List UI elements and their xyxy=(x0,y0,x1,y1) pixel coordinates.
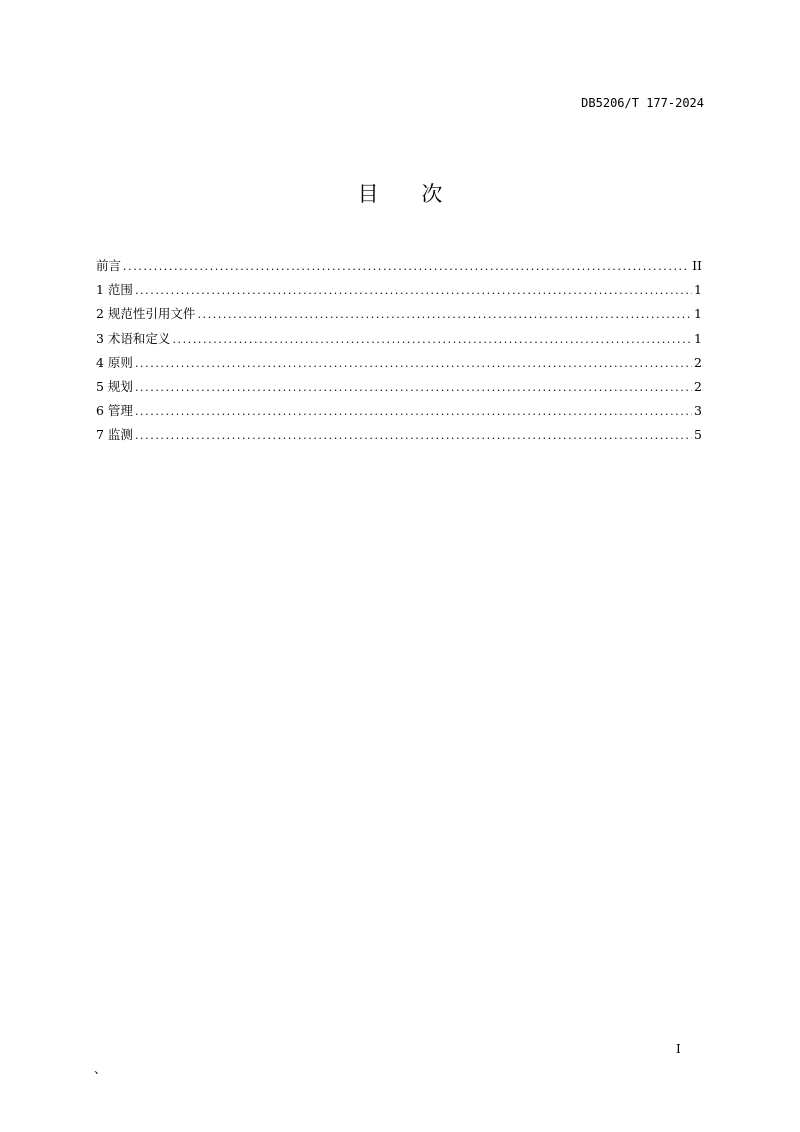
toc-dot-leader xyxy=(197,308,692,321)
toc-entry-page: II xyxy=(692,258,702,273)
toc-entry-label: 4 原则 xyxy=(96,354,133,370)
toc-entry-page: 1 xyxy=(694,330,702,346)
toc-dot-leader xyxy=(135,429,692,442)
toc-entry-management[interactable] xyxy=(96,401,702,425)
toc-entry-label: 1 范围 xyxy=(96,282,133,298)
toc-entry-page: 2 xyxy=(694,354,702,370)
toc-entry-label: 7 监测 xyxy=(96,427,133,443)
toc-entry-page: 1 xyxy=(694,306,702,322)
toc-entry-monitoring[interactable] xyxy=(96,425,702,449)
toc-entry-scope[interactable] xyxy=(96,280,702,304)
toc-entry-principles[interactable] xyxy=(96,353,702,377)
toc-entry-normative-references[interactable] xyxy=(96,304,702,328)
toc-entry-label: 5 规划 xyxy=(96,378,133,394)
document-code: DB5206/T 177-2024 xyxy=(581,96,704,110)
toc-dot-leader xyxy=(135,405,692,418)
toc-dot-leader xyxy=(135,357,692,370)
toc-entry-page: 5 xyxy=(694,427,702,443)
toc-dot-leader xyxy=(172,333,692,346)
toc-entry-terms-definitions[interactable] xyxy=(96,329,702,353)
table-of-contents xyxy=(96,256,702,450)
page-number: I xyxy=(676,1042,681,1056)
toc-entry-planning[interactable] xyxy=(96,377,702,401)
stray-punctuation-mark: 、 xyxy=(94,1062,107,1076)
toc-entry-page: 3 xyxy=(694,403,702,419)
toc-entry-foreword[interactable] xyxy=(96,256,702,280)
toc-entry-page: 2 xyxy=(694,378,702,394)
toc-entry-label: 3 术语和定义 xyxy=(96,330,171,346)
toc-dot-leader xyxy=(123,260,690,273)
toc-entry-label: 2 规范性引用文件 xyxy=(96,306,196,322)
toc-entry-page: 1 xyxy=(694,282,702,298)
toc-dot-leader xyxy=(135,381,692,394)
toc-dot-leader xyxy=(135,284,692,297)
toc-entry-label: 前言 xyxy=(96,258,122,273)
toc-entry-label: 6 管理 xyxy=(96,403,133,419)
toc-title: 目 次 xyxy=(357,182,461,206)
